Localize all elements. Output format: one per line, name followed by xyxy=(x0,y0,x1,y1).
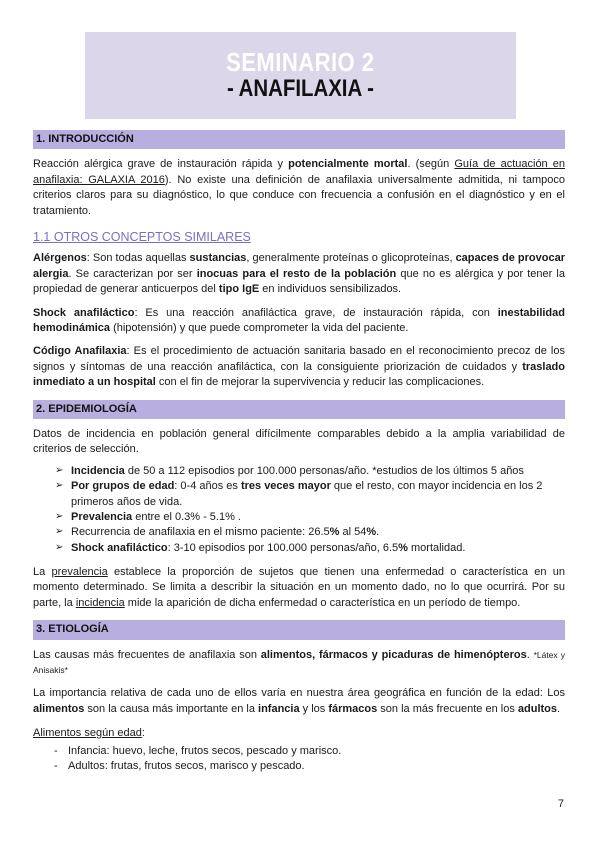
list-item: - Adultos: frutas, frutos secos, marisco y pescado. xyxy=(54,759,565,774)
text: . xyxy=(376,526,380,539)
intro-paragraph xyxy=(33,157,565,219)
text: de 50 a 112 episodios por 100.000 personas/año. *estudios de los últimos 5 años xyxy=(124,464,524,477)
text: son la causa más importante en la xyxy=(84,702,259,715)
bold-text: Prevalencia xyxy=(71,510,133,523)
section-heading-introduccion: 1. INTRODUCCIÓN xyxy=(33,130,565,149)
bold-text: Shock anafiláctico xyxy=(71,541,168,554)
text: (hipotensión) y que puede comprometer la vida del paciente. xyxy=(110,322,409,335)
list-item xyxy=(55,541,565,556)
text: con el fin de mejorar la supervivencia y reducir las complicaciones. xyxy=(155,376,485,389)
title-banner xyxy=(85,32,516,119)
subsection-heading: 1.1 OTROS CONCEPTOS SIMILARES xyxy=(33,229,251,244)
text: Reacción alérgica grave de instauración rápida y xyxy=(33,158,289,171)
text: : xyxy=(141,727,145,740)
causas-paragraph xyxy=(33,648,565,679)
bold-text: traslado inmediato a un hospital xyxy=(33,360,565,389)
section-heading-epidemiologia: 2. EPIDEMIOLOGÍA xyxy=(33,400,565,419)
text: : Es una reacción anafiláctica grave, de instauración rápida, con xyxy=(134,306,498,319)
text: en individuos sensibilizados. xyxy=(259,283,402,296)
underlined-title: Alimentos según edad xyxy=(33,727,142,740)
text: que no es alérgica y por tener la propiedad de generar anticuerpos del xyxy=(33,267,565,296)
term: Código Anafilaxia xyxy=(33,345,127,358)
term: Alérgenos xyxy=(33,252,87,265)
shock-paragraph xyxy=(33,306,565,337)
text: . (según xyxy=(407,158,455,171)
text: : 0-4 años es xyxy=(174,480,241,493)
text: y los xyxy=(299,702,329,715)
text: La importancia relativa de cada uno de ellos varía en nuestra área geográfica en función de la edad: Los xyxy=(33,687,565,700)
text: Las causas más frecuentes de anafilaxia son xyxy=(33,648,261,661)
bold-text: alimentos, fármacos y picaduras de himenópteros xyxy=(260,648,527,661)
bold-text: capaces de provocar alergia xyxy=(33,252,566,280)
guide-link[interactable]: Guía de actuación en anafilaxia: GALAXIA 2016 xyxy=(33,158,565,186)
alimentos-list xyxy=(33,744,565,775)
list-item xyxy=(55,525,565,540)
prevalencia-paragraph xyxy=(33,565,565,611)
footnote-text: *Látex y Anisakis* xyxy=(33,649,566,676)
bold-text: inestabilidad hemodinámica xyxy=(33,306,565,335)
bold-text: Por grupos de edad xyxy=(71,480,175,493)
underlined-term: incidencia xyxy=(75,596,125,609)
bold-text: inocuas para el resto de la población xyxy=(196,267,397,280)
text: : Son todas aquellas xyxy=(86,252,190,265)
bold-text: adultos xyxy=(517,702,558,715)
text: . xyxy=(557,702,561,715)
list-item xyxy=(55,479,565,510)
bold-text: infancia xyxy=(258,702,300,715)
text: : 3-10 episodios por 100.000 personas/año, 6.5 xyxy=(167,541,399,554)
text: establece la proporción de sujetos que tienen una enfermedad o característica en un momento determinado. Se limita a describir la situación en un momento dado, no lo que ocurrirá. Por su parte, la xyxy=(33,566,565,609)
bold-text: % xyxy=(329,526,340,539)
term: Shock anafiláctico xyxy=(33,306,135,319)
alergenos-paragraph xyxy=(33,251,565,297)
text: entre el 0.3% - 5.1% . xyxy=(132,510,241,523)
text: , generalmente proteínas o glicoproteínas, xyxy=(246,252,456,265)
list-item xyxy=(55,510,565,525)
bold-text: Incidencia xyxy=(71,464,125,477)
bold-text: tres veces mayor xyxy=(240,480,331,493)
title-topic: - ANAFILAXIA - xyxy=(227,74,374,102)
text: mortalidad. xyxy=(407,541,466,554)
bold-text: fármacos xyxy=(328,702,378,715)
text: que el resto, con mayor incidencia en los 2 primeros años de vida. xyxy=(71,480,543,508)
list-item xyxy=(55,464,565,479)
title-seminar: SEMINARIO 2 xyxy=(226,46,375,77)
bold-text: potencialmente mortal xyxy=(288,158,408,171)
bold-text: alimentos xyxy=(33,702,85,715)
bold-text: % xyxy=(366,526,377,539)
text: : Es el procedimiento de actuación sanitaria basado en el reconocimiento precoz de los signos y síntomas de una reacción anafiláctica, con la consiguiente priorización de cuidados y xyxy=(33,345,565,373)
text: . xyxy=(526,648,534,661)
list-item: - Infancia: huevo, leche, frutos secos, pescado y marisco. xyxy=(54,744,565,759)
importancia-paragraph xyxy=(33,686,565,717)
codigo-paragraph xyxy=(33,344,565,390)
text: . Se caracterizan por ser xyxy=(68,267,197,280)
page-number: 7 xyxy=(557,798,564,810)
document-page xyxy=(33,32,565,774)
text: Recurrencia de anafilaxia en el mismo paciente: 26.5 xyxy=(71,526,330,539)
section-heading-etiologia: 3. ETIOLOGÍA xyxy=(33,620,565,639)
epidemiologia-list xyxy=(33,464,565,556)
text: al 54 xyxy=(339,526,367,539)
bold-text: sustancias xyxy=(189,252,247,265)
text: ). No existe una definición de anafilaxia universalmente admitida, ni tampoco criterios claros para su diagnóstico, lo que conduce con frecuencia a confusión en el diagnóstico y en el tratamiento. xyxy=(33,173,565,217)
underlined-term: prevalencia xyxy=(51,566,108,579)
text: son la más frecuente en los xyxy=(377,702,518,715)
bold-text: tipo IgE xyxy=(218,283,260,296)
text: mide la aparición de dicha enfermedad o característica en un período de tiempo. xyxy=(124,596,521,609)
text: La xyxy=(33,566,52,579)
epidemiologia-intro: Datos de incidencia en población general difícilmente comparables debido a la amplia variabilidad de criterios de selección. xyxy=(33,427,565,456)
bold-text: % xyxy=(398,541,408,554)
alimentos-list-title xyxy=(33,726,565,741)
